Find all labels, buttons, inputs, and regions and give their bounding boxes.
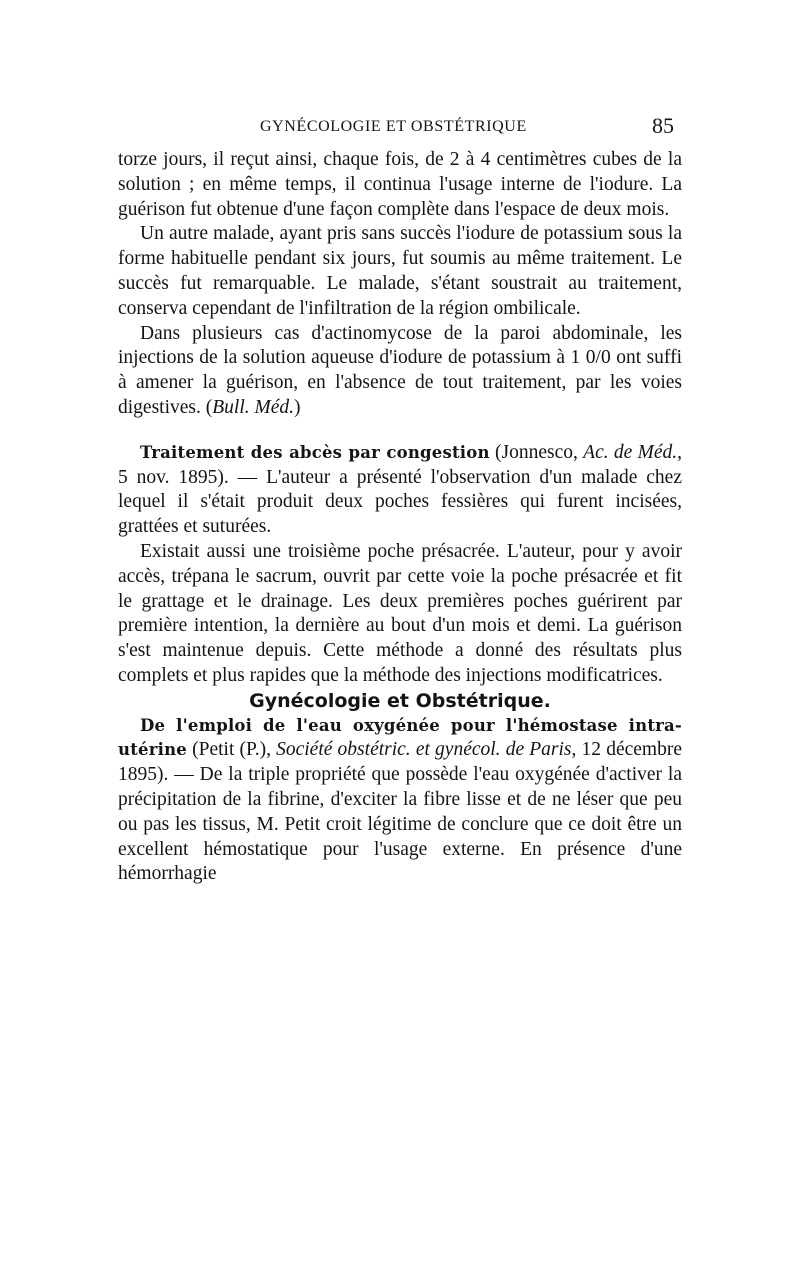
article-abces-continuation: Existait aussi une troisième poche présacrée. L'auteur, pour y avoir accès, trépana le sacrum, ouvrit par cette voie la poche présacrée et fit le grattage et le drainage. Les deux premières poches guérirent par première intention, la dernière au bout d'un mois et demi. La guérison s'est maintenue depuis. Cette méthode a donné des résultats plus complets et plus rapides que la méthode des injections modificatrices. [118, 540, 682, 686]
article-eau-oxygenee-text: , 12 décembre 1895). — De la triple propriété que possède l'eau oxygénée d'activer la précipitation de la fibrine, d'exciter la fibre lisse et de ne léser que peu ou pas les tissus, M. Petit croit légitime de conclure que ce doit être un excellent hémostatique pour l'usage externe. En présence d'une hémorrhagie [118, 739, 682, 885]
paragraph-actinomycosis [118, 322, 682, 421]
paragraph-second-case: Un autre malade, ayant pris sans succès l'iodure de potassium sous la forme habituelle pendant six jours, fut soumis au même traitement. Le succès fut remarquable. Le malade, s'étant soustrait au traitement, conserva cependant de l'infiltration de la région ombilicale. [118, 223, 682, 319]
article-abces-journal: Ac. de Méd. [583, 441, 678, 463]
running-title: GYNÉCOLOGIE ET OBSTÉTRIQUE [260, 118, 527, 135]
paragraph-actinomycosis-text: Dans plusieurs cas d'actinomycose de la paroi abdominale, les injections de la solution aqueuse d'iodure de potassium à 1 0/0 ont suffi à amener la guérison, en l'absence de tout traitement, par les voies digestives. ( [118, 322, 682, 418]
body-text [118, 148, 682, 887]
article-eau-oxygenee [118, 714, 682, 888]
paragraph-continuation: torze jours, il reçut ainsi, chaque fois, de 2 à 4 centimètres cubes de la solution ; en même temps, il continua l'usage interne de l'iodure. La guérison fut obtenue d'une façon complète dans l'espace de deux mois. [118, 149, 682, 220]
page-header [118, 112, 678, 142]
article-eau-oxygenee-author: (Petit (P.), [186, 739, 277, 761]
article-abces-author: (Jonnesco, [489, 441, 584, 463]
article-eau-oxygenee-title: De l'emploi de l'eau oxygénée pour l'hémostase intra-utérine [118, 715, 682, 760]
citation-close: ) [294, 396, 301, 418]
article-abces-text: , 5 nov. 1895). — L'auteur a présenté l'observation d'un malade chez lequel il s'était produit deux poches fessières qui furent incisées, grattées et suturées. [118, 441, 683, 538]
article-abces-title: Traitement des abcès par congestion [140, 442, 490, 462]
spacer [118, 421, 682, 441]
section-heading: Gynécologie et Obstétrique. [249, 689, 551, 712]
page-number: 85 [652, 113, 674, 138]
article-eau-oxygenee-journal: Société obstétric. et gynécol. de Paris [276, 739, 572, 761]
citation-bull-med: Bull. Méd. [212, 396, 295, 418]
article-abces [118, 441, 682, 540]
